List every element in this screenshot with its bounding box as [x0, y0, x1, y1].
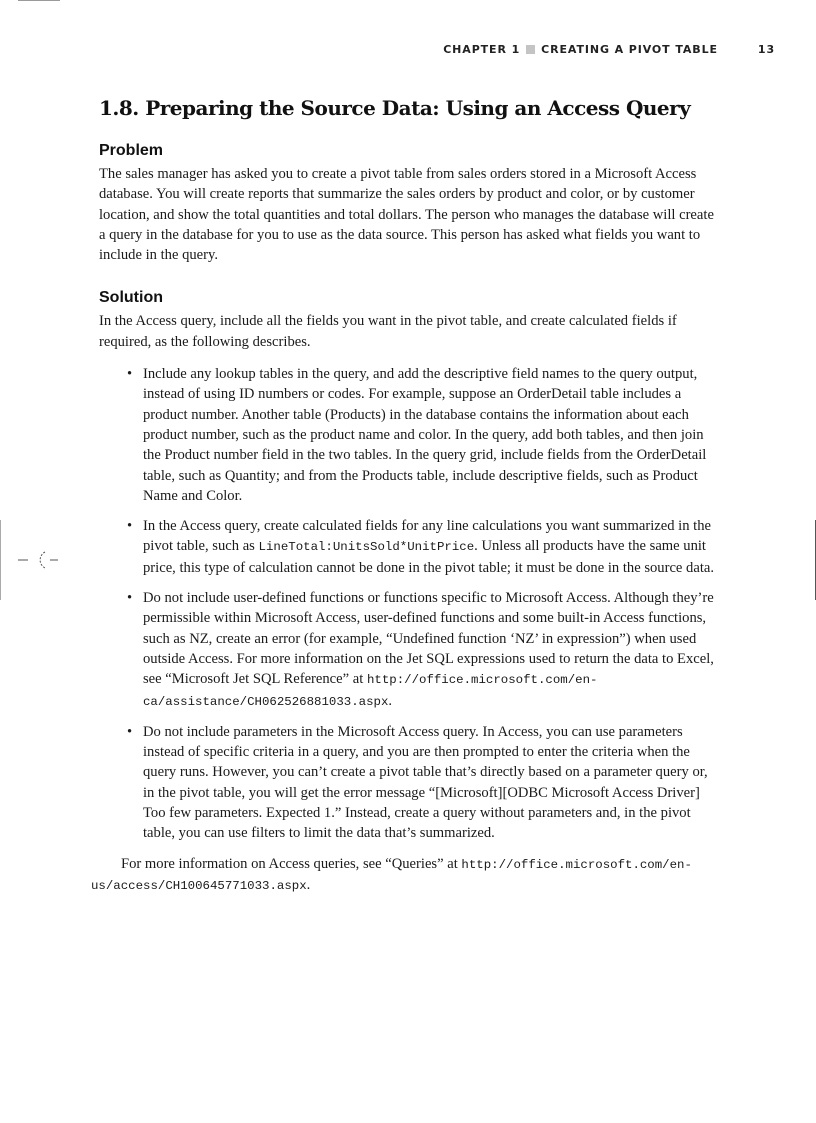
page-number: 13	[757, 43, 775, 56]
section-title: 1.8. Preparing the Source Data: Using an Access Query	[99, 96, 691, 120]
bullet-icon: •	[127, 723, 133, 740]
bullet-text: In the Access query, create calculated fields for any line calculations you want summarized in the pivot table, such as	[143, 518, 711, 555]
list-item	[127, 516, 721, 578]
bullet-icon: •	[127, 366, 133, 383]
solution-heading: Solution	[99, 289, 163, 307]
separator-square-icon	[526, 45, 535, 54]
top-trim-line	[18, 0, 60, 1]
closing-text: For more information on Access queries, see “Queries” at	[121, 855, 462, 872]
url-link[interactable]: http://office.microsoft.com/en-ca/assistance/CH062526881033.aspx	[143, 673, 598, 709]
running-header	[100, 43, 775, 56]
closing-text: .	[306, 876, 311, 893]
chapter-label: CHAPTER 1	[443, 43, 521, 56]
bullet-text: .	[388, 692, 393, 709]
solution-bullet-list	[99, 364, 721, 844]
solution-intro: In the Access query, include all the fields you want in the pivot table, and create calculated fields if required, as the following describes.	[99, 313, 677, 350]
page-body	[91, 90, 721, 896]
bullet-icon: •	[127, 590, 133, 607]
bullet-text: . Unless all products have the same unit price, this type of calculation cannot be done in the pivot table; it must be done in the source data.	[143, 538, 715, 576]
bullet-text: Include any lookup tables in the query, and add the descriptive field names to the query output, instead of using ID numbers or codes. For example, suppose an OrderDetail table includes a product number. Another table (Products) in the database contains the information about each product number, such as the product name and color. In the query, add both tables, and then join the Product number field in the two tables. In the query grid, include fields from the OrderDetail table, such as Quantity; and from the Products table, include descriptive fields, such as Product Name and Color.	[143, 366, 707, 504]
problem-heading: Problem	[99, 142, 164, 159]
list-item	[127, 588, 721, 712]
bullet-text: Do not include user-defined functions or functions specific to Microsoft Access. Although they’re permissible within Microsoft Access, user-defined functions and some built-in Access functions, such as NZ, create an error (for example, “Undefined function ‘NZ’ in expression”) when used outside Access. For more information on the Jet SQL expressions used to return the data to Excel, see “Microsoft Jet SQL Reference” at	[143, 590, 714, 688]
url-link[interactable]: http://office.microsoft.com/en-us/access/CH100645771033.aspx	[91, 857, 692, 893]
registration-mark-icon	[0, 520, 66, 600]
code-snippet: LineTotal:UnitsSold*UnitPrice	[258, 540, 475, 555]
closing-paragraph	[91, 854, 721, 897]
bullet-icon: •	[127, 518, 133, 535]
chapter-title: CREATING A PIVOT TABLE	[541, 43, 718, 56]
bullet-text: Do not include parameters in the Microsoft Access query. In Access, you can use parameters instead of specific criteria in a query, and you are then prompted to enter the criteria when the query runs. However, you can’t create a pivot table that’s directly based on a parameter query or, in the pivot table, you will get the error message “[Microsoft][ODBC Microsoft Access Driver] Too few parameters. Expected 1.” Instead, create a query without parameters and, in the pivot table, you can use filters to limit the data that’s summarized.	[143, 723, 708, 842]
problem-paragraph: The sales manager has asked you to create a pivot table from sales orders stored in a Microsoft Access database. You will create reports that summarize the sales orders by product and color, or by customer location, and show the total quantities and total dollars. The person who manages the database will create a query in the database for you to use as the data source. This person has asked what fields you want to include in the query.	[99, 166, 714, 264]
list-item	[127, 364, 721, 506]
list-item	[127, 722, 721, 844]
